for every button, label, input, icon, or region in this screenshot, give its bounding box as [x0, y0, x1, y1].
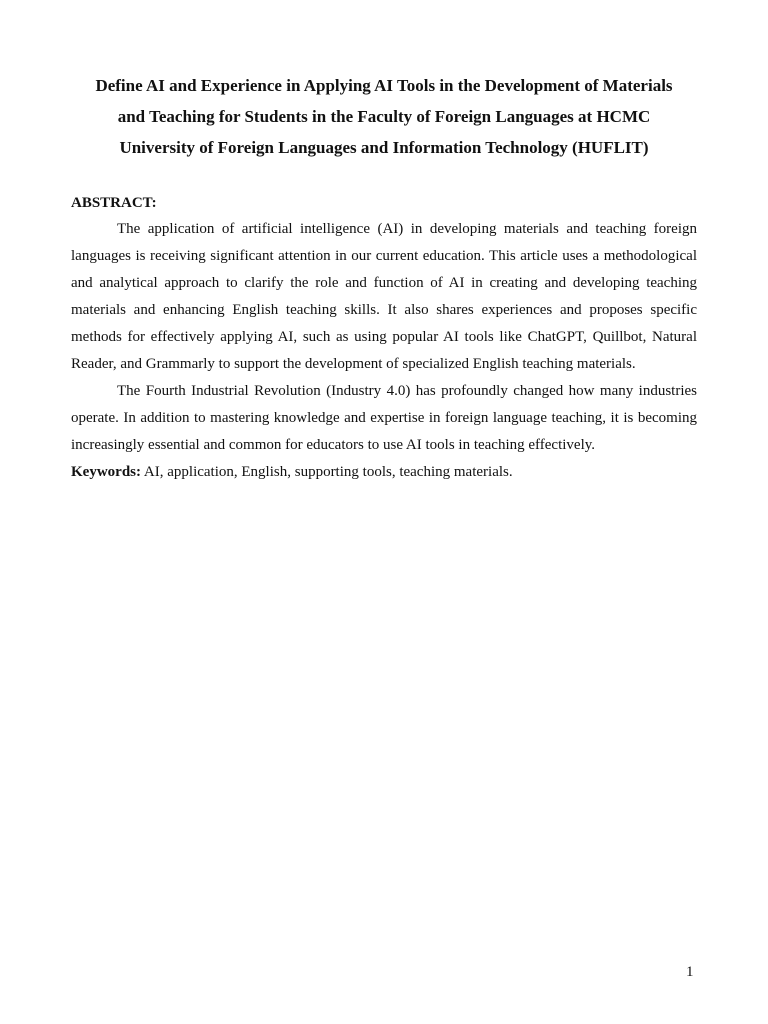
abstract-paragraph: The application of artificial intelligence (AI) in developing materials and teaching foreign languages is receiving significant attention in our current education. This article uses a methodological and analytical approach to clarify the role and function of AI in creating and developing teaching materials and enhancing English teaching skills. It also shares experiences and proposes specific methods for effectively applying AI, such as using popular AI tools like ChatGPT, Quillbot, Natural Reader, and Grammarly to support the development of specialized English teaching materials.: [71, 221, 697, 372]
title-line: University of Foreign Languages and Information Technology (HUFLIT): [119, 138, 649, 157]
page-number: 1: [686, 964, 694, 980]
abstract-section: [71, 190, 697, 486]
abstract-paragraph: The Fourth Industrial Revolution (Industry 4.0) has profoundly changed how many industries operate. In addition to mastering knowledge and expertise in foreign language teaching, it is becoming increasingly essential and common for educators to use AI tools in teaching effectively.: [71, 383, 697, 453]
keywords-text: AI, application, English, supporting tools, teaching materials.: [141, 464, 513, 480]
keywords-label: Keywords:: [71, 464, 141, 480]
keywords-line: [71, 459, 697, 486]
title-line: Define AI and Experience in Applying AI Tools in the Development of Materials: [95, 76, 673, 95]
title-line: and Teaching for Students in the Faculty of Foreign Languages at HCMC: [117, 107, 651, 126]
abstract-heading: ABSTRACT:: [71, 195, 157, 211]
paper-title: [72, 70, 696, 163]
